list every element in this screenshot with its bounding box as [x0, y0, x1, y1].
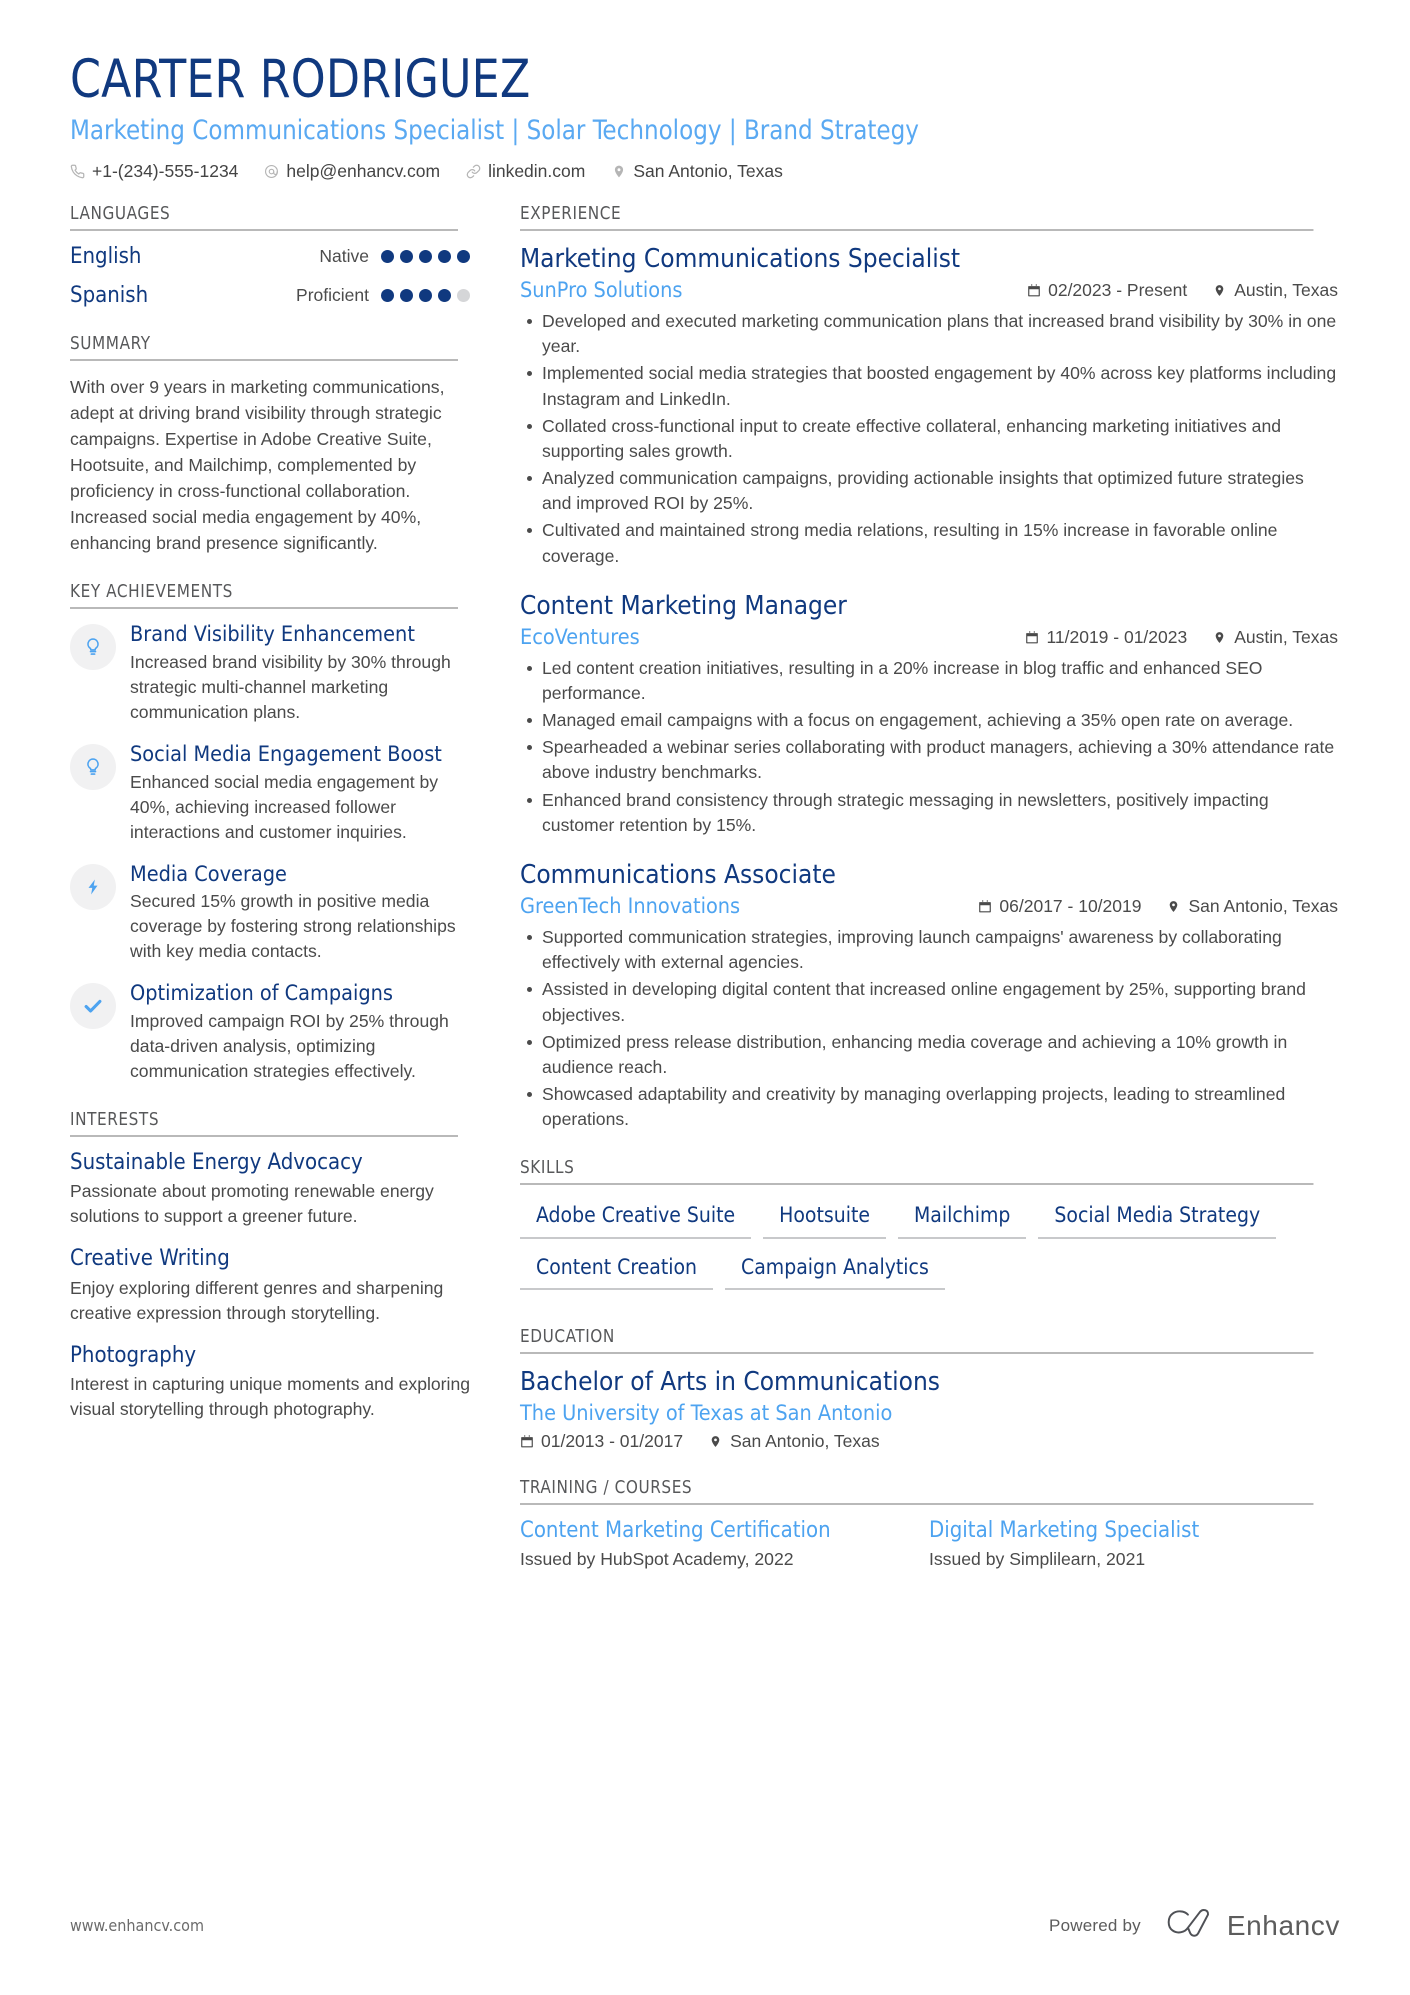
achievement-title: Optimization of Campaigns — [130, 981, 393, 1007]
contact-location-text: San Antonio, Texas — [633, 160, 783, 181]
calendar-icon — [1027, 283, 1041, 299]
section-title-key-achievements: KEY ACHIEVEMENTS — [70, 582, 458, 609]
education-school: The University of Texas at San Antonio — [520, 1400, 893, 1426]
course-title: Content Marketing Certification — [520, 1517, 831, 1543]
achievement-title: Social Media Engagement Boost — [130, 741, 442, 767]
section-training-courses — [520, 1478, 1338, 1572]
skill-chip: Social Media Strategy — [1038, 1198, 1276, 1238]
job-meta — [520, 894, 1338, 919]
interest-description: Interest in capturing unique moments and exploring visual storytelling through photography. — [70, 1374, 471, 1419]
powered-by-label: Powered by — [1049, 1915, 1141, 1935]
achievement-body — [130, 742, 470, 845]
job-bullet: Analyzed communication campaigns, providing actionable insights that optimized future strategies and improved ROI by 25%. — [520, 466, 1338, 516]
rating-dot — [457, 250, 470, 263]
calendar-icon — [1025, 629, 1039, 645]
check-icon — [82, 995, 104, 1017]
achievement-body — [130, 622, 470, 725]
achievement-item — [70, 862, 470, 965]
section-title-skills: SKILLS — [520, 1158, 1313, 1185]
lightbulb-icon — [83, 756, 103, 778]
resume-header — [70, 49, 1340, 182]
footer-brand — [1049, 1908, 1340, 1943]
interest-description: Passionate about promoting renewable energy solutions to support a greener future. — [70, 1181, 434, 1227]
skill-chip: Mailchimp — [898, 1198, 1026, 1238]
language-row — [70, 283, 470, 308]
rating-dot — [381, 289, 394, 302]
rating-dot — [381, 250, 394, 263]
experience-item — [520, 244, 1338, 569]
achievement-title: Brand Visibility Enhancement — [130, 622, 415, 648]
job-dates — [978, 896, 1141, 917]
job-company: SunPro Solutions — [520, 278, 683, 304]
education-degree: Bachelor of Arts in Communications — [520, 1366, 940, 1397]
job-bullet: Collated cross-functional input to create effective collateral, enhancing marketing initiatives and supporting sales growth. — [520, 414, 1338, 464]
rating-dot — [419, 289, 432, 302]
candidate-headline: Marketing Communications Specialist | Solar Technology | Brand Strategy — [70, 115, 919, 147]
experience-item — [520, 860, 1338, 1132]
contact-linkedin[interactable] — [466, 161, 585, 182]
enhancv-mark-icon — [1159, 1908, 1215, 1943]
rating-dot — [419, 250, 432, 263]
skill-chip: Content Creation — [520, 1250, 713, 1290]
rating-dot — [438, 289, 451, 302]
resume-footer — [70, 1908, 1340, 1943]
job-bullet: Led content creation initiatives, resulting in a 20% increase in blog traffic and enhanced SEO performance. — [520, 656, 1338, 706]
contact-email-text: help@enhancv.com — [286, 160, 441, 181]
language-row — [70, 244, 470, 269]
job-location — [1213, 627, 1338, 648]
interest-item — [70, 1343, 470, 1422]
section-interests — [70, 1110, 470, 1422]
job-bullet: Cultivated and maintained strong media relations, resulting in 15% increase in favorable online coverage. — [520, 518, 1338, 568]
job-bullet: Showcased adaptability and creativity by managing overlapping projects, leading to streamlined operations. — [520, 1082, 1338, 1132]
job-meta — [520, 625, 1338, 650]
section-skills — [520, 1158, 1338, 1300]
education-location-text: San Antonio, Texas — [730, 1430, 880, 1451]
location-icon — [1167, 899, 1181, 915]
achievement-body — [130, 981, 470, 1084]
skill-chip: Campaign Analytics — [725, 1250, 945, 1290]
lightbulb-icon — [83, 636, 103, 658]
location-icon — [1213, 629, 1227, 645]
education-location — [709, 1431, 880, 1452]
rating-dot — [438, 250, 451, 263]
job-title: Communications Associate — [520, 859, 836, 890]
section-title-interests: INTERESTS — [70, 1110, 458, 1137]
skill-chip: Adobe Creative Suite — [520, 1198, 751, 1238]
rating-dot — [400, 250, 413, 263]
location-icon — [611, 164, 626, 179]
section-summary — [70, 334, 470, 556]
achievement-description: Improved campaign ROI by 25% through data-driven analysis, optimizing communication strategies effectively. — [130, 1011, 449, 1081]
job-dates-text: 06/2017 - 10/2019 — [999, 896, 1142, 917]
education-item — [520, 1367, 1338, 1452]
interest-title: Photography — [70, 1342, 197, 1368]
job-dates-text: 02/2023 - Present — [1048, 280, 1188, 301]
achievement-badge — [70, 864, 116, 910]
education-dates — [520, 1431, 683, 1452]
achievement-item — [70, 981, 470, 1084]
job-bullets — [520, 925, 1338, 1132]
footer-url[interactable]: www.enhancv.com — [70, 1916, 204, 1935]
achievement-description: Secured 15% growth in positive media coverage by fostering strong relationships with key media contacts. — [130, 891, 456, 962]
rating-dot — [457, 289, 470, 302]
enhancv-logo — [1159, 1908, 1340, 1943]
section-title-experience: EXPERIENCE — [520, 204, 1313, 231]
job-dates — [1027, 280, 1187, 301]
interest-item — [70, 1150, 470, 1229]
achievement-title: Media Coverage — [130, 861, 287, 887]
job-bullet: Enhanced brand consistency through strategic messaging in newsletters, positively impacting customer retention by 15%. — [520, 788, 1338, 838]
achievement-description: Enhanced social media engagement by 40%, achieving increased follower interactions and customer inquiries. — [130, 771, 439, 842]
experience-item — [520, 591, 1338, 838]
contact-linkedin-text: linkedin.com — [488, 160, 586, 181]
job-location — [1213, 280, 1338, 301]
achievement-description: Increased brand visibility by 30% through strategic multi-channel marketing communication plans. — [130, 651, 451, 722]
job-bullet: Assisted in developing digital content that increased online engagement by 25%, supporting brand objectives. — [520, 977, 1338, 1027]
calendar-icon — [978, 899, 992, 915]
job-bullet: Developed and executed marketing communication plans that increased brand visibility by 30% in one year. — [520, 309, 1338, 359]
education-meta — [520, 1431, 1338, 1452]
job-title: Content Marketing Manager — [520, 590, 847, 621]
contact-phone-text: +1-(234)-555-1234 — [92, 160, 239, 181]
language-name: English — [70, 243, 142, 269]
job-bullet: Supported communication strategies, improving launch campaigns' awareness by collaborating effectively with external agencies. — [520, 925, 1338, 975]
location-icon — [1213, 283, 1227, 299]
resume-body — [70, 204, 1340, 1598]
course-issuer: Issued by Simplilearn, 2021 — [929, 1549, 1146, 1570]
section-key-achievements — [70, 582, 470, 1084]
achievement-item — [70, 742, 470, 845]
contact-phone[interactable] — [70, 161, 238, 182]
contact-email[interactable] — [264, 161, 440, 182]
job-meta — [520, 278, 1338, 303]
phone-icon — [70, 164, 85, 179]
email-icon — [264, 164, 279, 179]
location-icon — [709, 1433, 723, 1449]
course-item — [929, 1518, 1338, 1572]
languages-list — [70, 244, 470, 308]
course-item — [520, 1518, 929, 1572]
language-level: Native — [319, 245, 369, 266]
interest-title: Creative Writing — [70, 1246, 230, 1272]
contact-row — [70, 161, 1340, 182]
job-bullet: Managed email campaigns with a focus on engagement, achieving a 35% open rate on average. — [520, 708, 1338, 733]
interest-title: Sustainable Energy Advocacy — [70, 1149, 363, 1175]
section-experience — [520, 204, 1338, 1132]
rating-dot — [400, 289, 413, 302]
candidate-name: CARTER RODRIGUEZ — [70, 49, 531, 110]
job-dates-text: 11/2019 - 01/2023 — [1046, 626, 1188, 647]
main-column — [520, 204, 1338, 1598]
summary-text: With over 9 years in marketing communications, adept at driving brand visibility through strategic campaigns. Expertise in Adobe Creative Suite, Hootsuite, and Mailchimp, complemented by proficiency in cross-functional collaboration. Increased social media engagement by 40%, enhancing brand presence significantly. — [70, 376, 445, 554]
job-company: EcoVentures — [520, 624, 640, 650]
link-icon — [466, 164, 481, 179]
skill-chip: Hootsuite — [763, 1198, 886, 1238]
language-rating-dots — [381, 250, 470, 263]
job-bullet: Optimized press release distribution, enhancing media coverage and achieving a 10% growth in audience reach. — [520, 1030, 1338, 1080]
enhancv-brand-name: Enhancv — [1226, 1909, 1340, 1941]
job-dates — [1025, 627, 1187, 648]
achievement-badge — [70, 983, 116, 1029]
job-location-text: Austin, Texas — [1234, 280, 1338, 301]
achievement-body — [130, 862, 470, 965]
section-title-education: EDUCATION — [520, 1327, 1313, 1354]
job-location-text: Austin, Texas — [1234, 626, 1338, 647]
job-company: GreenTech Innovations — [520, 894, 741, 920]
job-location — [1167, 896, 1338, 917]
job-bullets — [520, 309, 1338, 569]
course-title: Digital Marketing Specialist — [929, 1517, 1200, 1543]
achievement-badge — [70, 624, 116, 670]
interest-item — [70, 1246, 470, 1325]
language-name: Spanish — [70, 282, 149, 308]
skills-list — [520, 1198, 1338, 1300]
education-dates-text: 01/2013 - 01/2017 — [541, 1430, 684, 1451]
achievement-badge — [70, 744, 116, 790]
section-title-summary: SUMMARY — [70, 334, 458, 361]
job-location-text: San Antonio, Texas — [1188, 896, 1338, 917]
job-bullet: Implemented social media strategies that boosted engagement by 40% across key platforms including Instagram and LinkedIn. — [520, 361, 1338, 411]
language-rating-dots — [381, 289, 470, 302]
contact-location — [611, 161, 783, 182]
section-languages — [70, 204, 470, 308]
section-title-training-courses: TRAINING / COURSES — [520, 1478, 1313, 1505]
language-level: Proficient — [296, 284, 369, 305]
courses-list — [520, 1518, 1338, 1572]
job-bullet: Spearheaded a webinar series collaborating with product managers, achieving a 30% attendance rate above industry benchmarks. — [520, 735, 1338, 785]
sidebar-column — [70, 204, 470, 1448]
calendar-icon — [520, 1433, 534, 1449]
lightning-bolt-icon — [84, 876, 102, 898]
job-title: Marketing Communications Specialist — [520, 243, 961, 274]
job-bullets — [520, 656, 1338, 838]
achievement-item — [70, 622, 470, 725]
section-education — [520, 1327, 1338, 1452]
interest-description: Enjoy exploring different genres and sharpening creative expression through storytelling. — [70, 1277, 444, 1323]
section-title-languages: LANGUAGES — [70, 204, 458, 231]
course-issuer: Issued by HubSpot Academy, 2022 — [520, 1549, 794, 1570]
